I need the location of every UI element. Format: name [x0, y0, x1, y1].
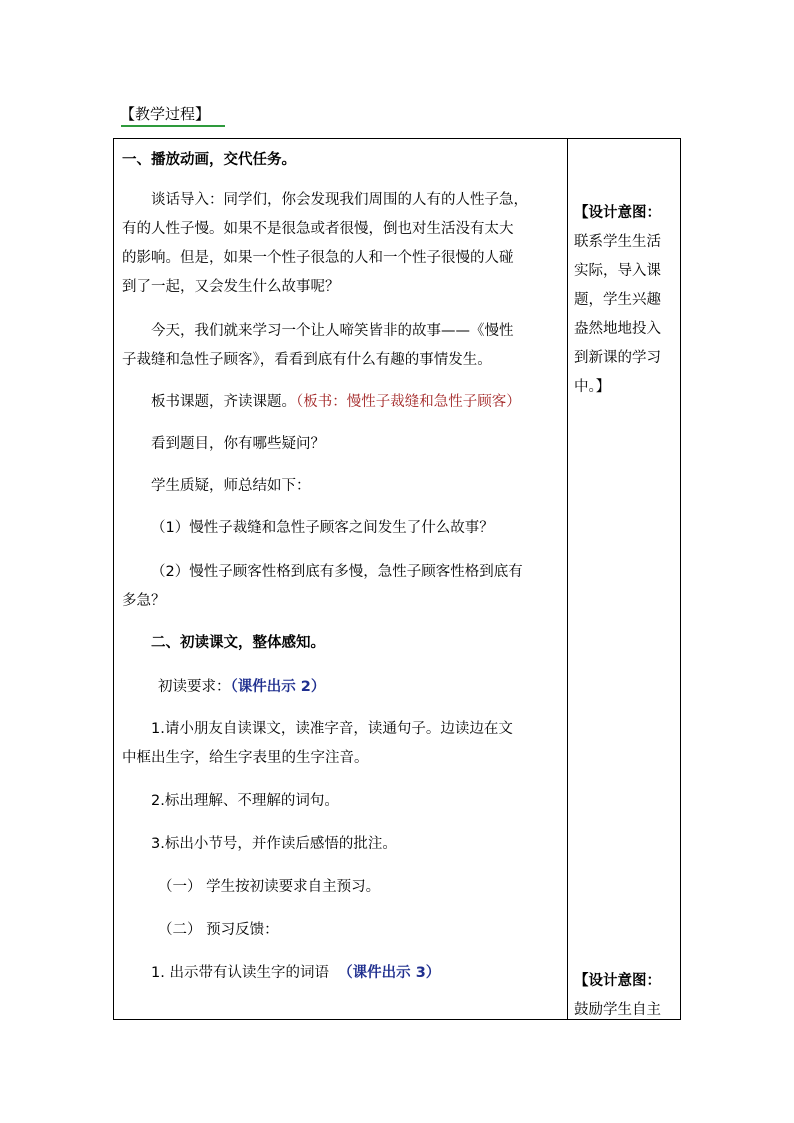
requirement-one-line: 1.请小朋友自读课文，读准字音，读通句子。边读边在文 — [151, 721, 513, 737]
question-two-line: 多急？ — [122, 593, 166, 609]
topic-paragraph-line: 今天，我们就来学习一个让人啼笑皆非的故事——《慢性 — [151, 323, 514, 339]
requirement-two: 2.标出理解、不理解的词句。 — [151, 793, 339, 809]
design-intent-title: 【设计意图： — [574, 205, 661, 221]
design-intent-line: 到新课的学习 — [574, 350, 661, 366]
board-title-paragraph — [151, 388, 562, 417]
requirement-three: 3.标出小节号，并作读后感悟的批注。 — [151, 836, 397, 852]
design-intent-cell — [568, 139, 680, 1019]
design-intent-title: 【设计意图： — [574, 973, 661, 989]
courseware-note: （课件出示 3） — [338, 965, 441, 981]
question-prompt: 看到题目，你有哪些疑问？ — [151, 436, 325, 452]
design-intent-line: 鼓励学生自主 — [574, 1002, 661, 1018]
question-two-line: （2）慢性子顾客性格到底有多慢，急性子顾客性格到底有 — [151, 564, 523, 580]
question-one: （1）慢性子裁缝和急性子顾客之间发生了什么故事？ — [151, 520, 494, 536]
intro-paragraph-line: 谈话导入：同学们，你会发现我们周围的人有的人性子急， — [151, 192, 528, 208]
design-intent-line: 联系学生生活 — [574, 234, 661, 250]
design-intent-line: 中。】 — [574, 379, 611, 395]
board-title-note: （板书：慢性子裁缝和急性子顾客） — [296, 394, 521, 410]
design-intent-line: 盎然地地投入 — [574, 321, 661, 337]
board-title-text: 板书课题，齐读课题。 — [151, 394, 296, 410]
teaching-process-cell — [114, 139, 567, 1019]
self-study-step: （一） 学生按初读要求自主预习。 — [158, 879, 381, 895]
requirement-one-line: 中框出生字，给生字表里的生字注音。 — [122, 750, 369, 766]
intro-paragraph-line: 有的人性子慢。如果不是很急或者很慢，倒也对生活没有太大 — [122, 221, 514, 237]
lesson-table — [113, 138, 681, 1020]
intro-paragraph-line: 到了一起，又会发生什么故事呢？ — [122, 279, 340, 295]
design-intent-line: 题，学生兴趣 — [574, 292, 661, 308]
section-heading-underline — [121, 125, 225, 127]
feedback-step: （二） 预习反馈： — [158, 922, 279, 938]
step-two-title: 二、初读课文，整体感知。 — [151, 635, 325, 651]
section-heading: 【教学过程】 — [120, 105, 211, 123]
reading-requirements-label: 初读要求： — [158, 679, 231, 695]
design-intent-line: 实际，导入课 — [574, 263, 661, 279]
reading-requirements — [158, 673, 562, 702]
vocabulary-item — [151, 959, 562, 988]
teacher-summary: 学生质疑，师总结如下： — [151, 478, 311, 494]
step-one-title: 一、播放动画，交代任务。 — [122, 152, 296, 168]
topic-paragraph-line: 子裁缝和急性子顾客》，看看到底有什么有趣的事情发生。 — [122, 352, 492, 368]
courseware-note: （课件出示 2） — [230, 679, 326, 695]
vocabulary-item-text: 1. 出示带有认读生字的词语 — [151, 965, 329, 981]
intro-paragraph-line: 的影响。但是，如果一个性子很急的人和一个性子很慢的人碰 — [122, 250, 514, 266]
